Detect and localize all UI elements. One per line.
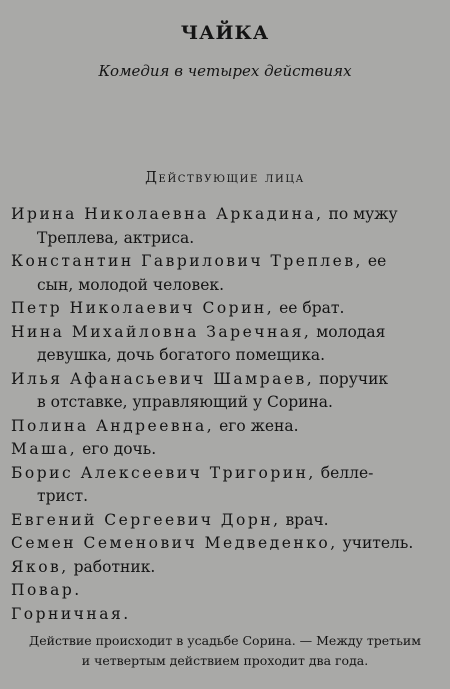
character-entry — [11, 462, 442, 509]
character-description-continued: сын, молодой человек. — [37, 275, 225, 294]
character-description-continued: девушка, дочь богатого помещика. — [37, 346, 326, 364]
setting-note-line-1: Действие происходит в усадьбе Сорина. — Между третьим — [29, 633, 421, 648]
character-entry — [11, 579, 442, 603]
cast-list — [11, 203, 442, 626]
character-description: молодая — [311, 322, 386, 341]
character-description: его дочь. — [77, 440, 157, 458]
character-description: белле- — [315, 463, 374, 482]
character-entry — [11, 297, 442, 321]
character-name: Петр Николаевич Сорин, — [11, 299, 275, 317]
character-description: по мужу — [323, 205, 398, 223]
character-name: Борис Алексеевич Тригорин, — [11, 463, 316, 482]
character-name: Константин Гаврилович Треплев, — [11, 252, 363, 270]
character-name: Ирина Николаевна Аркадина, — [11, 205, 324, 223]
character-entry — [11, 603, 442, 627]
character-description: поручик — [314, 369, 389, 388]
character-entry — [11, 368, 442, 415]
character-entry — [11, 203, 442, 250]
character-description: врач. — [280, 510, 329, 529]
character-name: Евгений Сергеевич Дорн, — [11, 510, 281, 529]
character-entry — [11, 250, 442, 297]
character-entry — [11, 415, 442, 439]
character-description: ее — [362, 252, 387, 270]
play-subtitle: Комедия в четырех действиях — [98, 62, 352, 80]
character-description: ее брат. — [274, 299, 345, 317]
cast-heading: Действующие лица — [145, 170, 305, 186]
character-description-continued: Треплева, актриса. — [37, 228, 195, 247]
character-description-continued: трист. — [37, 487, 89, 505]
character-name: Илья Афанасьевич Шамраев, — [11, 369, 315, 388]
character-description: учитель. — [337, 534, 414, 552]
character-name: Полина Андреевна, — [11, 416, 215, 435]
setting-note-line-2: и четвертым действием проходит два года. — [81, 653, 369, 668]
character-name: Семен Семенович Медведенко, — [11, 534, 338, 552]
character-name: Нина Михайловна Заречная, — [11, 322, 312, 341]
character-entry — [11, 556, 442, 580]
character-name: Повар. — [11, 581, 82, 599]
character-entry — [11, 509, 442, 533]
character-description: его жена. — [214, 416, 299, 435]
character-description-continued: в отставке, управляющий у Сорина. — [37, 393, 333, 411]
character-name: Маша, — [11, 440, 78, 458]
character-name: Горничная. — [11, 604, 131, 623]
character-entry — [11, 321, 442, 368]
setting-note — [0, 631, 450, 671]
character-entry — [11, 532, 442, 556]
character-name: Яков, — [11, 557, 69, 576]
character-description: работник. — [68, 557, 156, 576]
character-entry — [11, 438, 442, 462]
play-title: ЧАЙКА — [180, 22, 270, 44]
